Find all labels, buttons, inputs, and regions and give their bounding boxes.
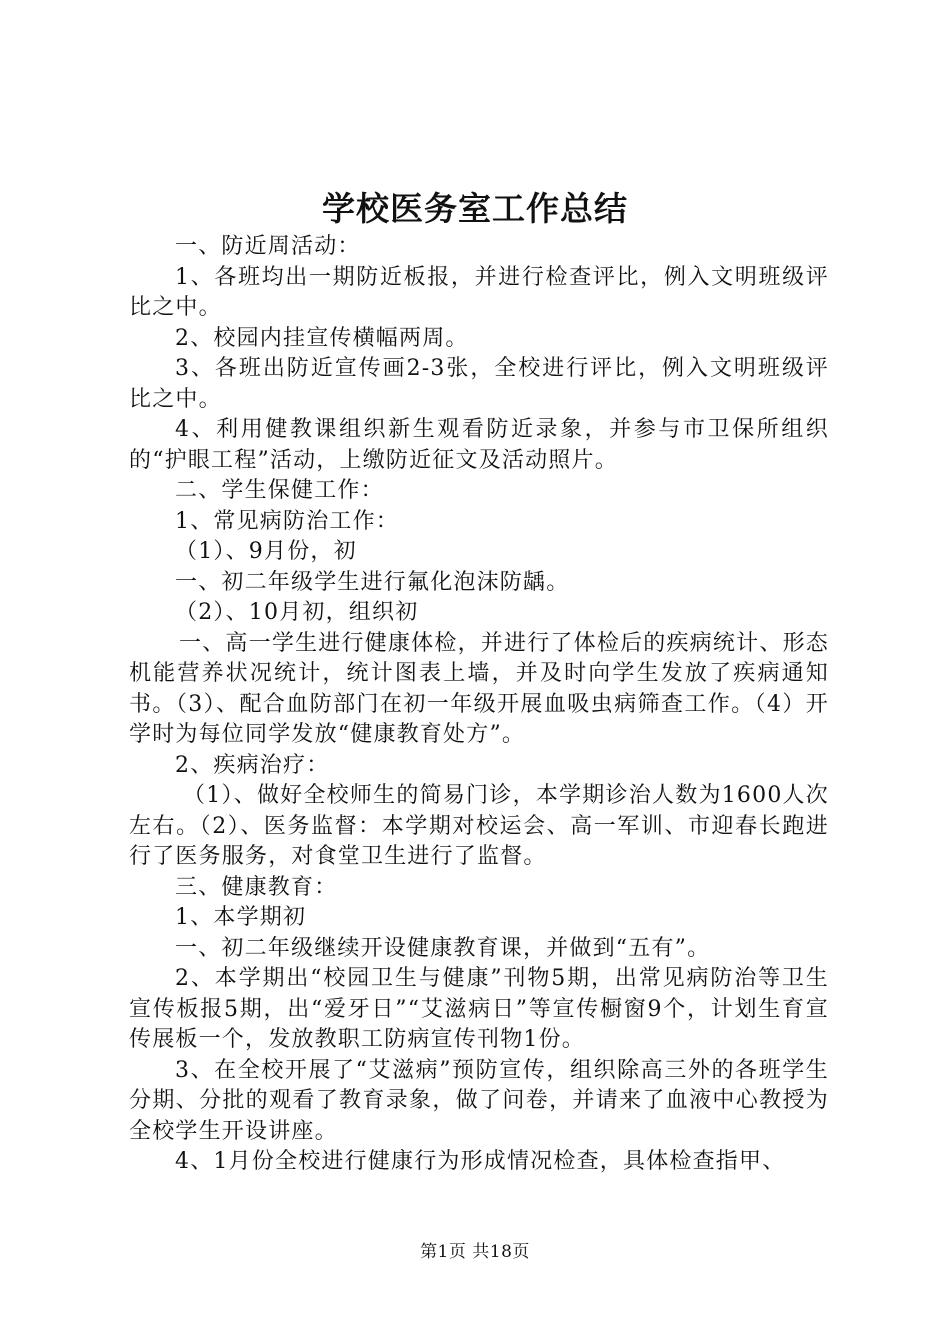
paragraph: 2、本学期出“校园卫生与健康”刊物5期，出常见病防治等卫生宣传板报5期，出“爱牙日”“艾滋病日”等宣传橱窗9个，计划生育宣传展板一个，发放教职工防病宣传刊物1份。: [129, 966, 829, 1052]
document-body: [129, 232, 829, 1178]
paragraph: （1）、9月份，初: [175, 539, 357, 564]
section-heading: 三、健康教育：: [175, 874, 338, 900]
paragraph: （2）、10月初，组织初: [175, 600, 419, 625]
paragraph: 一、高一学生进行健康体检，并进行了体检后的疾病统计、形态机能营养状况统计，统计图表上墙，并及时向学生发放了疾病通知书。（3）、配合血防部门在初一年级开展血吸虫病筛查工作。（4）开学时为每位同学发放“健康教育处方”。: [129, 630, 829, 747]
paragraph: 2、校园内挂宣传横幅两周。: [175, 325, 469, 351]
paragraph: 3、在全校开展了“艾滋病”预防宣传，组织除高三外的各班学生分期、分批的观看了教育录象，做了问卷，并请来了血液中心教授为全校学生开设讲座。: [129, 1057, 829, 1144]
document-title: 学校医务室工作总结: [322, 189, 628, 228]
paragraph: 2、疾病治疗：: [175, 752, 330, 778]
page-footer: 第1页 共18页: [420, 1242, 530, 1262]
paragraph: 1、各班均出一期防近板报，并进行检查评比，例入文明班级评比之中。: [129, 264, 829, 320]
paragraph: 4、利用健教课组织新生观看防近录象，并参与市卫保所组织的“护眼工程”活动，上缴防近征文及活动照片。: [129, 417, 829, 473]
paragraph: 1、常见病防治工作：: [175, 508, 399, 534]
section-heading: 二、学生保健工作：: [175, 478, 384, 503]
paragraph: （1）、做好全校师生的简易门诊，本学期诊治人数为1600人次左右。（2）、医务监督：本学期对校运会、高一军训、市迎春长跑进行了医务服务，对食堂卫生进行了监督。: [129, 783, 829, 869]
paragraph: 1、本学期初: [175, 905, 307, 930]
section-heading: 一、防近周活动：: [175, 234, 361, 259]
paragraph: 4、1月份全校进行健康行为形成情况检查，具体检查指甲、: [175, 1149, 786, 1174]
paragraph: 3、各班出防近宣传画2-3张，全校进行评比，例入文明班级评比之中。: [129, 356, 829, 412]
paragraph: 一、初二年级学生进行氟化泡沫防龋。: [175, 569, 570, 595]
paragraph: 一、初二年级继续开设健康教育课，并做到“五有”。: [175, 935, 711, 961]
